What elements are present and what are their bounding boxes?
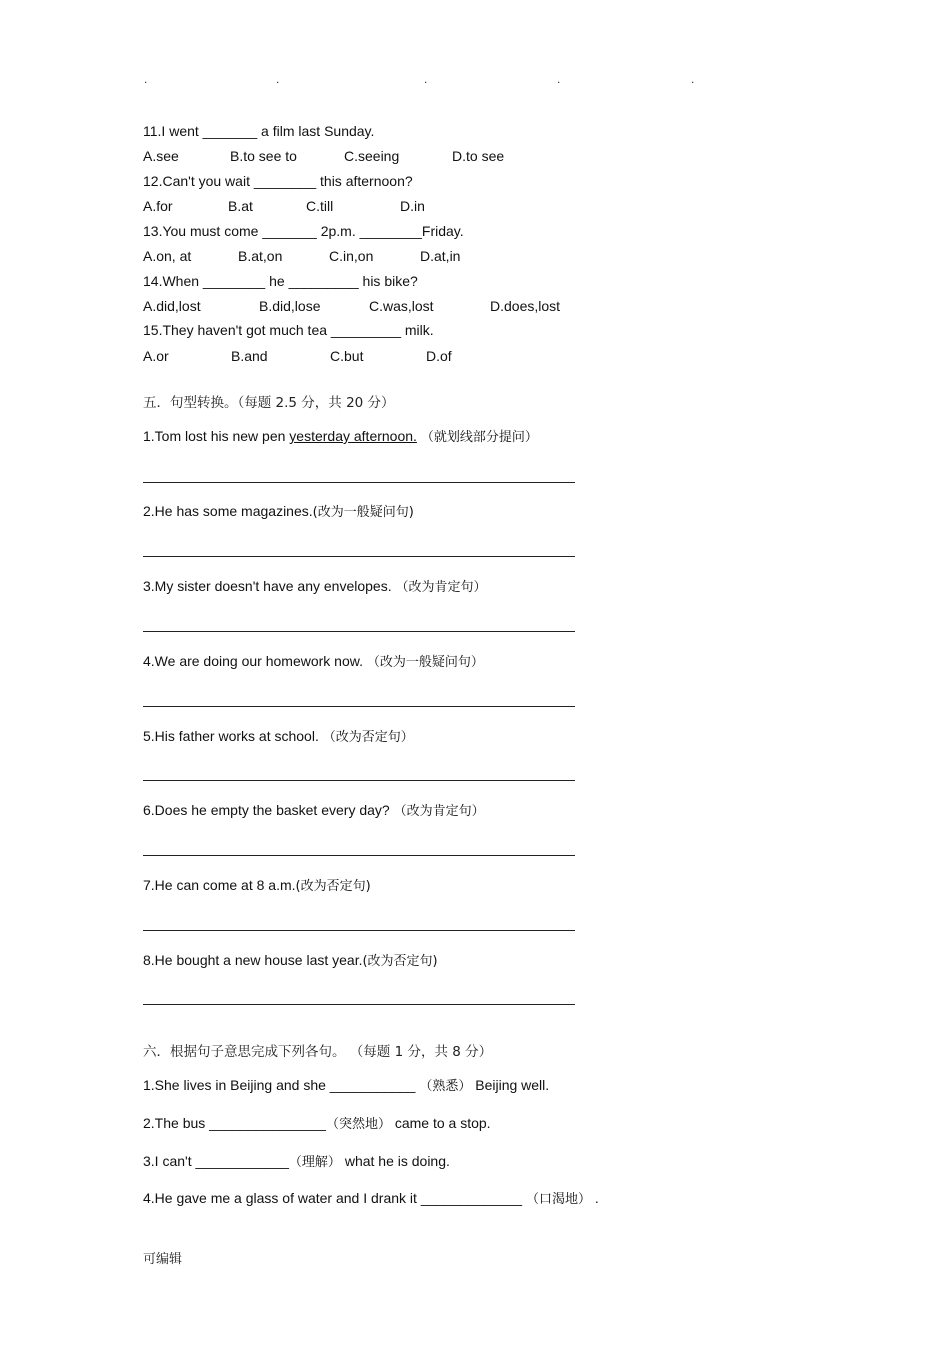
option-c: C.but bbox=[330, 348, 364, 364]
header-dot: . bbox=[691, 72, 695, 86]
header-dots bbox=[0, 72, 950, 88]
option-b: B.to see to bbox=[230, 148, 297, 164]
option-c: C.till bbox=[306, 198, 334, 214]
option-a: A.for bbox=[143, 198, 173, 214]
item-text: 2.He has some magazines.(改为一般疑问句) bbox=[143, 503, 414, 520]
answer-line[interactable] bbox=[143, 855, 575, 856]
question-stem: 15.They haven't got much tea _________ milk. bbox=[143, 322, 434, 338]
header-dot: . bbox=[557, 72, 561, 86]
section-5-heading: 五．句型转换。（每题 2.5 分，共 20 分） bbox=[143, 395, 395, 411]
answer-line[interactable] bbox=[143, 482, 575, 483]
answer-line[interactable] bbox=[143, 631, 575, 632]
complete-item-4: 4.He gave me a glass of water and I drank it _____________ （口渴地） . bbox=[143, 1190, 599, 1207]
header-dot: . bbox=[276, 72, 280, 86]
answer-line[interactable] bbox=[143, 780, 575, 781]
option-a: A.or bbox=[143, 348, 169, 364]
option-d: D.in bbox=[400, 198, 425, 214]
instruction: （就划线部分提问） bbox=[420, 430, 538, 445]
option-d: D.of bbox=[426, 348, 452, 364]
instruction: （改为否定句） bbox=[322, 730, 414, 745]
complete-item-2: 2.The bus _______________（突然地） came to a stop. bbox=[143, 1115, 491, 1132]
hint: （理解） bbox=[288, 1155, 341, 1170]
option-d: D.does,lost bbox=[490, 298, 561, 314]
question-stem: 14.When ________ he _________ his bike? bbox=[143, 273, 418, 289]
header-dot: . bbox=[144, 72, 148, 86]
header-dot: . bbox=[424, 72, 428, 86]
question-stem: 13.You must come _______ 2p.m. ________Friday. bbox=[143, 223, 464, 239]
option-c: C.seeing bbox=[344, 148, 400, 164]
answer-line[interactable] bbox=[143, 556, 575, 557]
footer-editable-label: 可编辑 bbox=[143, 1252, 183, 1267]
item-text: 4.We are doing our homework now. （改为一般疑问句） bbox=[143, 653, 484, 670]
option-b: B.and bbox=[231, 348, 268, 364]
question-stem: 12.Can't you wait ________ this afternoon? bbox=[143, 173, 413, 189]
underlined-phrase: yesterday afternoon. bbox=[289, 428, 417, 444]
question-stem: 11.I went _______ a film last Sunday. bbox=[143, 123, 375, 139]
option-b: B.at bbox=[228, 198, 253, 214]
option-a: A.did,lost bbox=[143, 298, 201, 314]
answer-line[interactable] bbox=[143, 930, 575, 931]
instruction: （改为肯定句） bbox=[393, 804, 485, 819]
answer-line[interactable] bbox=[143, 706, 575, 707]
instruction: （改为肯定句） bbox=[395, 580, 487, 595]
item-text: 6.Does he empty the basket every day? （改为肯定句） bbox=[143, 802, 485, 819]
item-text: 7.He can come at 8 a.m.(改为否定句) bbox=[143, 877, 371, 894]
option-c: C.in,on bbox=[329, 248, 374, 264]
option-b: B.at,on bbox=[238, 248, 283, 264]
instruction: (改为否定句) bbox=[362, 954, 438, 969]
instruction: （改为一般疑问句） bbox=[366, 655, 484, 670]
option-a: A.see bbox=[143, 148, 179, 164]
item-text: 5.His father works at school. （改为否定句） bbox=[143, 728, 414, 745]
instruction: (改为一般疑问句) bbox=[312, 505, 414, 520]
hint: （口渴地） bbox=[525, 1192, 591, 1207]
item-text: 8.He bought a new house last year.(改为否定句) bbox=[143, 952, 438, 969]
instruction: (改为否定句) bbox=[295, 879, 371, 894]
option-a: A.on, at bbox=[143, 248, 192, 264]
item-text: 1.Tom lost his new pen yesterday afternoon. （就划线部分提问） bbox=[143, 428, 538, 445]
option-d: D.at,in bbox=[420, 248, 461, 264]
complete-item-3: 3.I can't ____________（理解） what he is doing. bbox=[143, 1153, 450, 1170]
option-b: B.did,lose bbox=[259, 298, 321, 314]
hint: （突然地） bbox=[325, 1117, 391, 1132]
option-d: D.to see bbox=[452, 148, 505, 164]
item-text: 3.My sister doesn't have any envelopes. （改为肯定句） bbox=[143, 578, 487, 595]
section-6-heading: 六．根据句子意思完成下列各句。 （每题 1 分，共 8 分） bbox=[143, 1044, 493, 1060]
hint: （熟悉） bbox=[419, 1079, 472, 1094]
option-c: C.was,lost bbox=[369, 298, 434, 314]
complete-item-1: 1.She lives in Beijing and she ___________ （熟悉） Beijing well. bbox=[143, 1077, 550, 1094]
answer-line[interactable] bbox=[143, 1004, 575, 1005]
